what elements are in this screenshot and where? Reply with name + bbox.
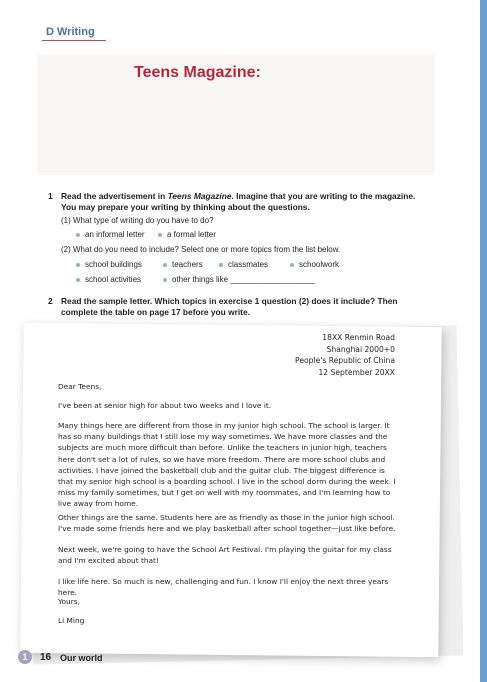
question-1 [48, 191, 431, 213]
letter-date: 12 September 20XX [318, 367, 395, 377]
bullet-icon [76, 263, 80, 267]
page-number: 16 [40, 652, 52, 663]
subquestion-1: (1) What type of writing do you have to do? [61, 216, 214, 225]
letter-closing: Yours, [58, 597, 80, 606]
option-formal-letter [158, 230, 216, 239]
unit-badge: 1 [18, 650, 32, 664]
subquestion-2: (2) What do you need to include? Select one or more topics from the list below. [61, 245, 341, 254]
option-other-things [163, 275, 315, 284]
option-school-activities [76, 275, 141, 284]
option-label: schoolwork [299, 260, 340, 269]
question-2 [48, 296, 431, 318]
bullet-icon [163, 278, 167, 282]
bullet-icon [76, 233, 80, 237]
option-label: an informal letter [85, 230, 145, 239]
letter-greeting: Dear Teens, [58, 382, 102, 391]
option-school-buildings [76, 260, 142, 269]
address-line: People's Republic of China [295, 356, 395, 365]
question-number: 1 [48, 191, 53, 201]
option-informal-letter [76, 230, 145, 239]
letter-paragraph-5: I like life here. So much is new, challenging and fun. I know I'll enjoy the next three years here. [58, 577, 389, 598]
section-underline [42, 40, 106, 41]
question-number: 2 [48, 296, 53, 306]
bullet-icon [290, 263, 294, 267]
option-label: school activities [85, 275, 142, 284]
unit-title: Our world [60, 653, 103, 663]
question-text-b: . Imagine that you are writing to the magazine. You may prepare your writing by thinking about the questions. [61, 191, 416, 212]
bullet-icon [163, 263, 167, 267]
letter-paragraph-4: Next week, we're going to have the School Art Festival. I'm playing the guitar for my class and I'm excited about that! [58, 545, 392, 566]
question-text: Read the sample letter. Which topics in exercise 1 question (2) does it include? Then complete the table on page 17 before you write. [61, 296, 398, 317]
letter-paragraph-1: I've been at senior high for about two weeks and I love it. [58, 401, 272, 410]
address-line: Shanghai 2000+0 [326, 344, 395, 354]
option-classmates [219, 260, 268, 269]
option-label: a formal letter [167, 230, 216, 239]
advertisement-title: Teens Magazine: [134, 64, 261, 81]
page-edge-stripe [480, 0, 487, 682]
option-label: teachers [172, 260, 203, 269]
address-line: 18XX Renmin Road [322, 333, 395, 342]
bullet-icon [76, 278, 80, 282]
section-title: D Writing [46, 26, 95, 38]
option-schoolwork [290, 260, 339, 269]
bullet-icon [158, 233, 162, 237]
bullet-icon [219, 263, 223, 267]
question-text [61, 191, 431, 213]
letter-signature: Li Ming [58, 616, 85, 625]
letter-paragraph-3: Other things are the same. Students here are as friendly as those in the junior high school. I've made some friends here and we play basketball after school together—just like before. [58, 513, 396, 534]
option-label: school buildings [85, 260, 142, 269]
magazine-name: Teens Magazine [167, 191, 232, 201]
option-label: classmates [228, 260, 269, 269]
option-teachers [163, 260, 203, 269]
letter-paragraph-2: Many things here are different from those in my junior high school. The school is larger. It has so many buildings that I still lose my way sometimes. We have more classes and the subjects are much more difficult than before. Unlike the teachers in junior high, teachers here don't set a lot of rules, so we have more freedom. There are more school clubs and activities. I have joined the basketball club and the guitar club. The biggest difference is that my senior high school is a boarding school. I live in the school dorm during the week. I miss my family sometimes, but I get on well with my roommates, and I'm learning how to live away from home. [58, 421, 396, 509]
letter-address [295, 332, 395, 378]
question-text-a: Read the advertisement in [61, 191, 168, 201]
option-label: other things like ___________________ [172, 275, 315, 284]
